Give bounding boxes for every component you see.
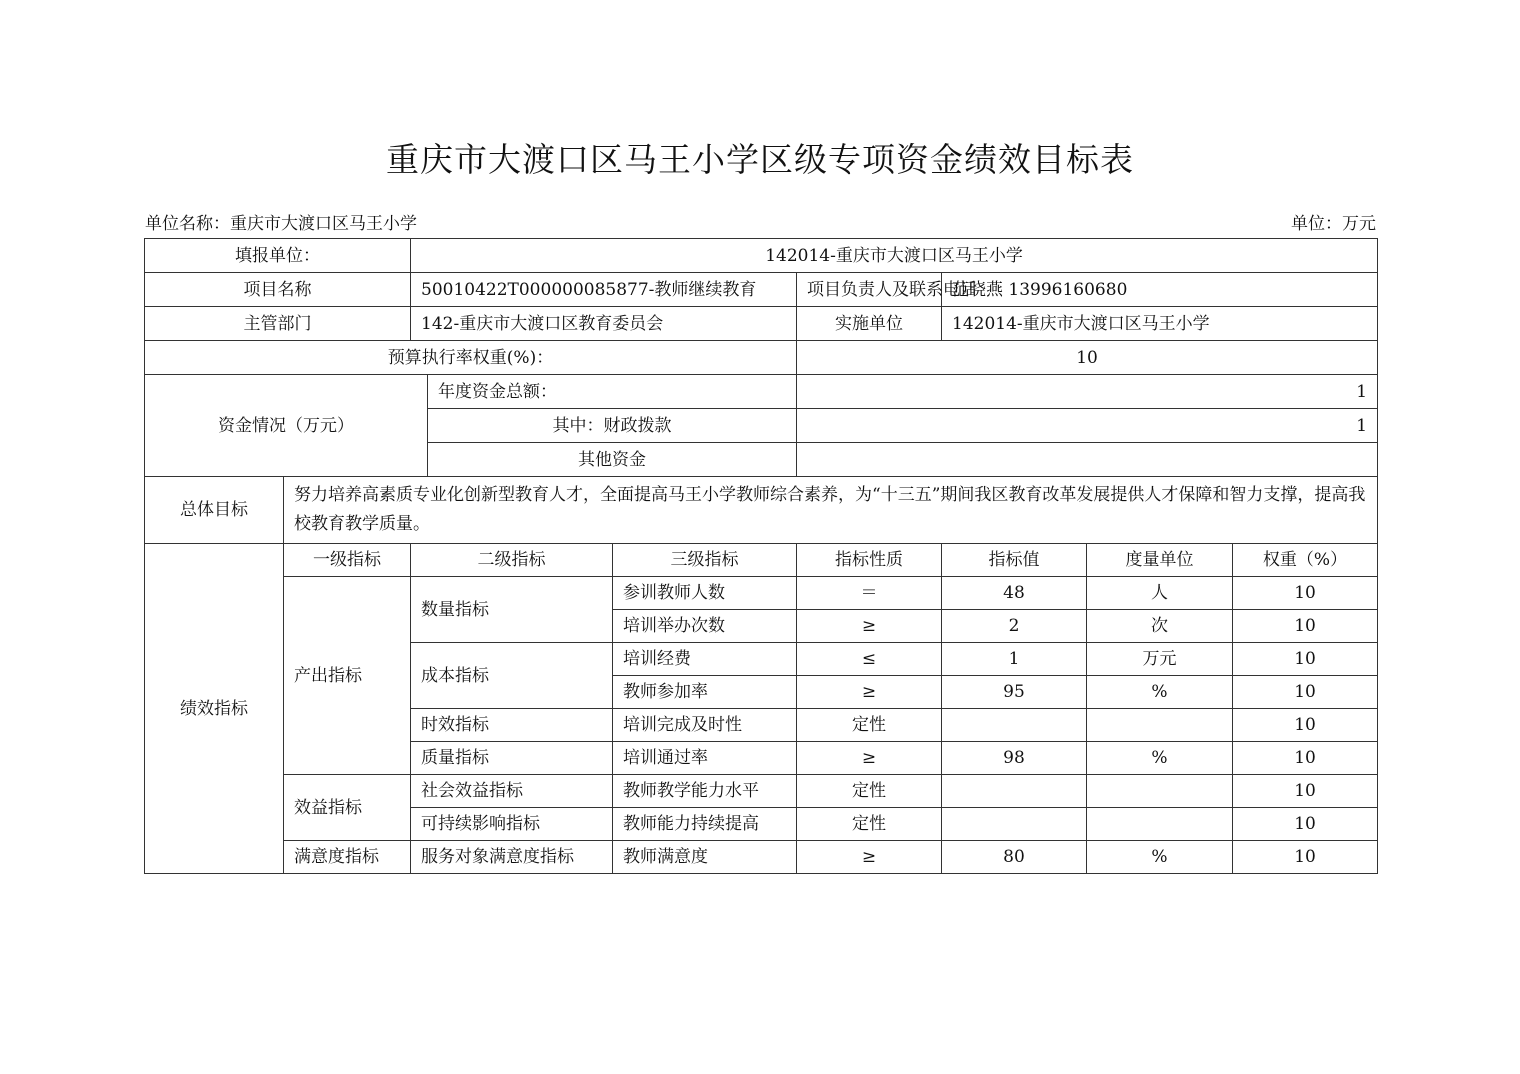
level3-cell: 教师满意度 bbox=[613, 841, 797, 874]
level2-social: 社会效益指标 bbox=[411, 775, 613, 808]
impl-unit-value: 142014-重庆市大渡口区马王小学 bbox=[942, 307, 1378, 341]
unit-cell bbox=[1087, 808, 1233, 841]
overall-goal-text: 努力培养高素质专业化创新型教育人才，全面提高马王小学教师综合素养，为“十三五”期间我区教育改革发展提供人才保障和智力支撑，提高我校教育教学质量。 bbox=[284, 477, 1378, 544]
budget-rate-label: 预算执行率权重(%)： bbox=[145, 341, 797, 375]
unit-cell: 次 bbox=[1087, 610, 1233, 643]
nature-cell: ≥ bbox=[797, 841, 942, 874]
weight-cell: 10 bbox=[1233, 742, 1378, 775]
header-value: 指标值 bbox=[942, 544, 1087, 577]
value-cell: 1 bbox=[942, 643, 1087, 676]
value-cell bbox=[942, 709, 1087, 742]
level2-cost: 成本指标 bbox=[411, 643, 613, 709]
nature-cell: ≥ bbox=[797, 676, 942, 709]
weight-cell: 10 bbox=[1233, 577, 1378, 610]
level1-output: 产出指标 bbox=[284, 577, 411, 775]
nature-cell: ≥ bbox=[797, 610, 942, 643]
level1-satisfaction: 满意度指标 bbox=[284, 841, 411, 874]
weight-cell: 10 bbox=[1233, 808, 1378, 841]
impl-unit-label: 实施单位 bbox=[797, 307, 942, 341]
nature-cell: ≤ bbox=[797, 643, 942, 676]
funds-other-label: 其他资金 bbox=[428, 443, 797, 477]
nature-cell: 定性 bbox=[797, 808, 942, 841]
fill-unit-value: 142014-重庆市大渡口区马王小学 bbox=[411, 239, 1378, 273]
weight-cell: 10 bbox=[1233, 775, 1378, 808]
unit-cell: % bbox=[1087, 841, 1233, 874]
table-row bbox=[145, 841, 1378, 874]
level3-cell: 培训经费 bbox=[613, 643, 797, 676]
header-unit: 度量单位 bbox=[1087, 544, 1233, 577]
level2-quality: 质量指标 bbox=[411, 742, 613, 775]
dept-value: 142-重庆市大渡口区教育委员会 bbox=[411, 307, 797, 341]
level3-cell: 培训举办次数 bbox=[613, 610, 797, 643]
level2-quantity: 数量指标 bbox=[411, 577, 613, 643]
project-name-label: 项目名称 bbox=[145, 273, 411, 307]
funds-other-value bbox=[797, 443, 1378, 477]
leader-label: 项目负责人及联系电话 bbox=[797, 273, 942, 307]
nature-cell: 定性 bbox=[797, 775, 942, 808]
weight-cell: 10 bbox=[1233, 709, 1378, 742]
nature-cell: 定性 bbox=[797, 709, 942, 742]
header-level3: 三级指标 bbox=[613, 544, 797, 577]
funds-total-value: 1 bbox=[797, 375, 1378, 409]
value-cell bbox=[942, 775, 1087, 808]
unit-cell: % bbox=[1087, 676, 1233, 709]
performance-label: 绩效指标 bbox=[145, 544, 284, 874]
level3-cell: 教师能力持续提高 bbox=[613, 808, 797, 841]
level2-timeliness: 时效指标 bbox=[411, 709, 613, 742]
header-nature: 指标性质 bbox=[797, 544, 942, 577]
value-cell: 95 bbox=[942, 676, 1087, 709]
level3-cell: 培训完成及时性 bbox=[613, 709, 797, 742]
currency-unit-label: 单位：万元 bbox=[1291, 214, 1376, 234]
table-row bbox=[145, 775, 1378, 808]
level1-benefit: 效益指标 bbox=[284, 775, 411, 841]
project-name-value: 50010422T000000085877-教师继续教育 bbox=[411, 273, 797, 307]
table-row bbox=[145, 577, 1378, 610]
page-title: 重庆市大渡口区马王小学区级专项资金绩效目标表 bbox=[386, 140, 1134, 179]
level3-cell: 参训教师人数 bbox=[613, 577, 797, 610]
overall-goal-label: 总体目标 bbox=[145, 477, 284, 544]
header-level1: 一级指标 bbox=[284, 544, 411, 577]
unit-cell: 人 bbox=[1087, 577, 1233, 610]
header-level2: 二级指标 bbox=[411, 544, 613, 577]
nature-cell: ＝ bbox=[797, 577, 942, 610]
nature-cell: ≥ bbox=[797, 742, 942, 775]
unit-cell: % bbox=[1087, 742, 1233, 775]
unit-name-label: 单位名称：重庆市大渡口区马王小学 bbox=[145, 214, 417, 234]
fill-unit-label: 填报单位： bbox=[145, 239, 411, 273]
value-cell: 98 bbox=[942, 742, 1087, 775]
level3-cell: 教师教学能力水平 bbox=[613, 775, 797, 808]
level3-cell: 教师参加率 bbox=[613, 676, 797, 709]
value-cell: 48 bbox=[942, 577, 1087, 610]
level3-cell: 培训通过率 bbox=[613, 742, 797, 775]
dept-label: 主管部门 bbox=[145, 307, 411, 341]
weight-cell: 10 bbox=[1233, 841, 1378, 874]
budget-rate-value: 10 bbox=[797, 341, 1378, 375]
funds-fiscal-label: 其中：财政拨款 bbox=[428, 409, 797, 443]
header-weight: 权重（%） bbox=[1233, 544, 1378, 577]
weight-cell: 10 bbox=[1233, 676, 1378, 709]
performance-target-table bbox=[144, 238, 1378, 874]
value-cell: 80 bbox=[942, 841, 1087, 874]
funds-label: 资金情况（万元） bbox=[145, 375, 428, 477]
funds-fiscal-value: 1 bbox=[797, 409, 1378, 443]
unit-cell: 万元 bbox=[1087, 643, 1233, 676]
level2-sustainable: 可持续影响指标 bbox=[411, 808, 613, 841]
leader-value: 范晓燕 13996160680 bbox=[942, 273, 1378, 307]
value-cell: 2 bbox=[942, 610, 1087, 643]
unit-cell bbox=[1087, 775, 1233, 808]
level2-service: 服务对象满意度指标 bbox=[411, 841, 613, 874]
value-cell bbox=[942, 808, 1087, 841]
weight-cell: 10 bbox=[1233, 610, 1378, 643]
funds-total-label: 年度资金总额： bbox=[428, 375, 797, 409]
unit-cell bbox=[1087, 709, 1233, 742]
weight-cell: 10 bbox=[1233, 643, 1378, 676]
